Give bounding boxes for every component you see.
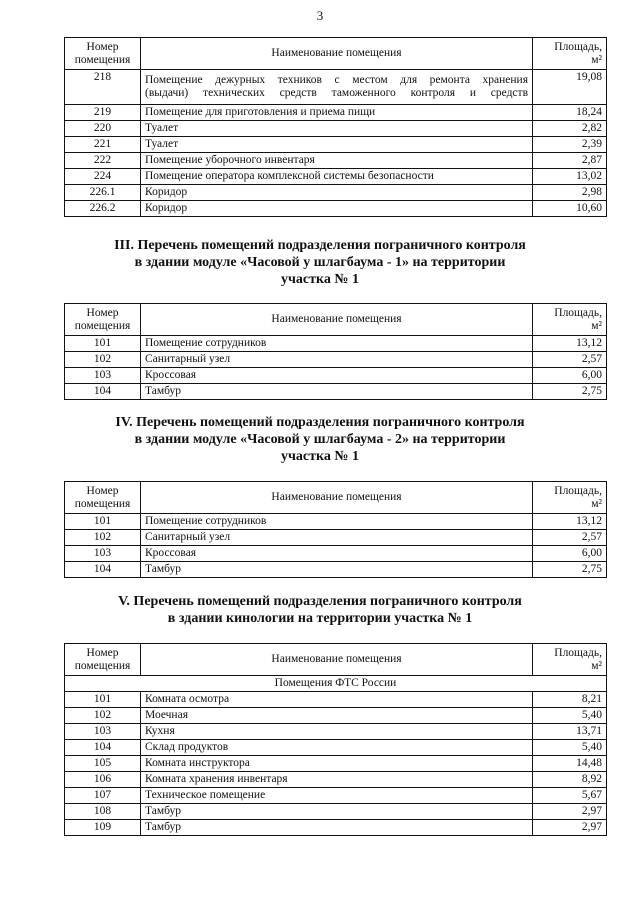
room-name: Комната инструктора	[141, 756, 533, 772]
table-row	[65, 546, 607, 562]
table-row	[65, 530, 607, 546]
table-header-row	[65, 482, 607, 514]
table-row	[65, 772, 607, 788]
room-name: Помещение дежурных техников с местом для ремонта хранения (выдачи) технических средств таможенного контроля и средств	[141, 70, 533, 105]
table-row	[65, 336, 607, 352]
room-name: Помещение для приготовления и приема пищи	[141, 105, 533, 121]
table-row	[65, 384, 607, 400]
room-name: Склад продуктов	[141, 740, 533, 756]
room-area: 5,67	[533, 788, 607, 804]
table-row	[65, 514, 607, 530]
room-number: 226.2	[65, 201, 141, 217]
room-name-header: Наименование помещения	[141, 644, 533, 676]
room-number: 105	[65, 756, 141, 772]
table-row	[65, 352, 607, 368]
room-area: 2,82	[533, 121, 607, 137]
room-name: Кроссовая	[141, 368, 533, 384]
table-subheading: Помещения ФТС России	[65, 676, 607, 692]
room-name: Тамбур	[141, 804, 533, 820]
room-area: 2,75	[533, 562, 607, 578]
room-name: Помещение сотрудников	[141, 514, 533, 530]
room-number: 104	[65, 740, 141, 756]
room-area: 2,98	[533, 185, 607, 201]
table-row	[65, 756, 607, 772]
table-row	[65, 562, 607, 578]
room-area: 5,40	[533, 740, 607, 756]
room-number: 104	[65, 384, 141, 400]
table-row	[65, 137, 607, 153]
room-name-header: Наименование помещения	[141, 304, 533, 336]
section-5-heading: V. Перечень помещений подразделения пограничного контроля в здании кинологии на территории участка № 1	[118, 594, 522, 626]
room-number: 226.1	[65, 185, 141, 201]
table-row	[65, 105, 607, 121]
room-number: 103	[65, 724, 141, 740]
room-area: 13,71	[533, 724, 607, 740]
room-number: 224	[65, 169, 141, 185]
room-name: Помещение сотрудников	[141, 336, 533, 352]
room-area: 6,00	[533, 546, 607, 562]
room-area: 5,40	[533, 708, 607, 724]
room-name: Тамбур	[141, 562, 533, 578]
room-area: 2,97	[533, 804, 607, 820]
room-area: 19,08	[533, 70, 607, 105]
room-area: 10,60	[533, 201, 607, 217]
room-area: 2,57	[533, 530, 607, 546]
room-name: Коридор	[141, 185, 533, 201]
room-name: Туалет	[141, 121, 533, 137]
table-header-row	[65, 38, 607, 70]
room-number: 107	[65, 788, 141, 804]
room-number-header: Номер помещения	[65, 304, 141, 336]
room-number-header: Номер помещения	[65, 644, 141, 676]
table-row	[65, 121, 607, 137]
room-number: 108	[65, 804, 141, 820]
room-name: Тамбур	[141, 384, 533, 400]
room-name: Помещение оператора комплексной системы безопасности	[141, 169, 533, 185]
rooms-table-continuation	[64, 37, 607, 217]
table-row	[65, 692, 607, 708]
room-number: 102	[65, 530, 141, 546]
room-name-header: Наименование помещения	[141, 38, 533, 70]
room-area: 2,39	[533, 137, 607, 153]
table-row	[65, 740, 607, 756]
table-row	[65, 804, 607, 820]
table-row	[65, 201, 607, 217]
room-name: Тамбур	[141, 820, 533, 836]
table-row	[65, 153, 607, 169]
room-number: 103	[65, 546, 141, 562]
room-number: 220	[65, 121, 141, 137]
room-area: 13,12	[533, 336, 607, 352]
room-number: 221	[65, 137, 141, 153]
room-name: Комната хранения инвентаря	[141, 772, 533, 788]
room-area: 14,48	[533, 756, 607, 772]
room-area: 18,24	[533, 105, 607, 121]
section-4-heading: IV. Перечень помещений подразделения пограничного контроля в здании модуле «Часовой у шлагбаума - 2» на территории участка № 1	[115, 415, 525, 464]
room-name: Помещение уборочного инвентаря	[141, 153, 533, 169]
rooms-table-section-4	[64, 481, 607, 578]
room-number: 101	[65, 336, 141, 352]
room-area: 2,57	[533, 352, 607, 368]
room-area-header: Площадь, м²	[533, 482, 607, 514]
room-name: Санитарный узел	[141, 352, 533, 368]
table-header-row	[65, 304, 607, 336]
room-area: 13,12	[533, 514, 607, 530]
room-area: 2,87	[533, 153, 607, 169]
rooms-table-section-3	[64, 303, 607, 400]
room-number: 218	[65, 70, 141, 105]
room-number: 106	[65, 772, 141, 788]
room-name-header: Наименование помещения	[141, 482, 533, 514]
table-subheading-row	[65, 676, 607, 692]
room-number: 102	[65, 708, 141, 724]
room-number: 104	[65, 562, 141, 578]
table-row	[65, 708, 607, 724]
room-name: Коридор	[141, 201, 533, 217]
room-area: 2,75	[533, 384, 607, 400]
room-area: 2,97	[533, 820, 607, 836]
table-row	[65, 70, 607, 105]
room-number-header: Номер помещения	[65, 482, 141, 514]
room-name: Кроссовая	[141, 546, 533, 562]
room-number: 219	[65, 105, 141, 121]
table-row	[65, 820, 607, 836]
table-row	[65, 185, 607, 201]
table-row	[65, 169, 607, 185]
room-area: 8,21	[533, 692, 607, 708]
room-number-header: Номер помещения	[65, 38, 141, 70]
room-area: 13,02	[533, 169, 607, 185]
room-number: 101	[65, 514, 141, 530]
room-number: 101	[65, 692, 141, 708]
room-area-header: Площадь, м²	[533, 38, 607, 70]
room-number: 109	[65, 820, 141, 836]
room-name: Кухня	[141, 724, 533, 740]
room-name: Техническое помещение	[141, 788, 533, 804]
room-area: 8,92	[533, 772, 607, 788]
room-area-header: Площадь, м²	[533, 644, 607, 676]
room-number: 102	[65, 352, 141, 368]
room-area: 6,00	[533, 368, 607, 384]
room-name: Комната осмотра	[141, 692, 533, 708]
room-name: Санитарный узел	[141, 530, 533, 546]
table-row	[65, 724, 607, 740]
room-area-header: Площадь, м²	[533, 304, 607, 336]
section-3-heading: III. Перечень помещений подразделения пограничного контроля в здании модуле «Часовой у шлагбаума - 1» на территории участка № 1	[114, 238, 526, 287]
room-number: 103	[65, 368, 141, 384]
page-number: 3	[316, 8, 324, 23]
table-row	[65, 788, 607, 804]
room-number: 222	[65, 153, 141, 169]
rooms-table-section-5	[64, 643, 607, 836]
table-row	[65, 368, 607, 384]
table-header-row	[65, 644, 607, 676]
room-name: Туалет	[141, 137, 533, 153]
room-name: Моечная	[141, 708, 533, 724]
